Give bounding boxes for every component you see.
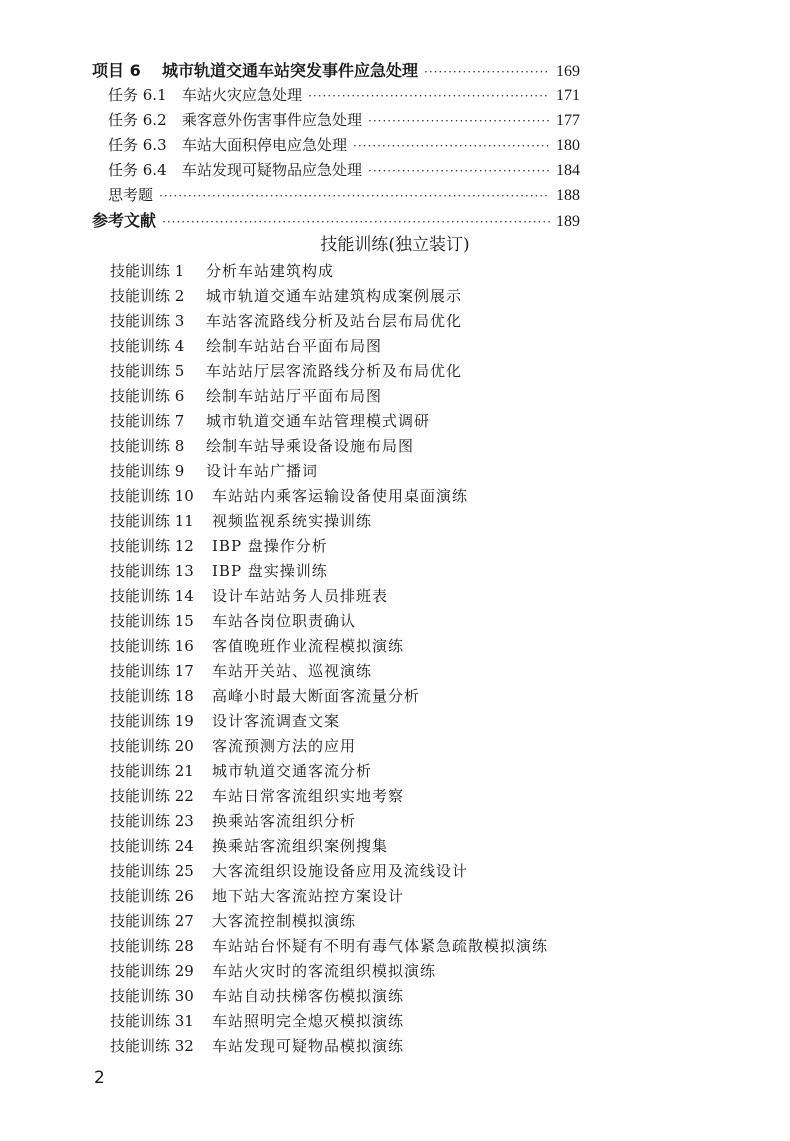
skill-item (110, 509, 548, 534)
toc-entry-number: 项目 6 (92, 61, 141, 80)
toc-entry (92, 108, 580, 133)
skill-item-label: 技能训练 2 (110, 287, 185, 305)
skills-list (110, 259, 548, 1059)
skill-item-title: 绘制车站站台平面布局图 (206, 337, 383, 355)
skill-item (110, 834, 548, 859)
skill-item-label: 技能训练 12 (110, 537, 194, 555)
skill-item-title: 设计车站广播词 (206, 462, 319, 480)
skill-item-label: 技能训练 24 (110, 837, 194, 855)
skill-item (110, 434, 548, 459)
skill-item-label: 技能训练 21 (110, 762, 194, 780)
skill-item-label: 技能训练 30 (110, 987, 194, 1005)
skill-item-title: 绘制车站站厅平面布局图 (206, 387, 383, 405)
skill-item-label: 技能训练 18 (110, 687, 194, 705)
table-of-contents (92, 58, 580, 233)
skill-item-title: 换乘站客流组织案例搜集 (212, 837, 389, 855)
toc-entry-page: 180 (556, 137, 580, 154)
skill-item (110, 484, 548, 509)
dot-leader (368, 159, 550, 184)
skill-item (110, 634, 548, 659)
toc-entry-title: 城市轨道交通车站突发事件应急处理 (162, 61, 419, 80)
skill-item-label: 技能训练 4 (110, 337, 185, 355)
toc-entry-page: 169 (556, 63, 580, 80)
skill-item-label: 技能训练 6 (110, 387, 185, 405)
skill-item (110, 734, 548, 759)
skill-item-title: 换乘站客流组织分析 (212, 812, 357, 830)
skill-item-label: 技能训练 27 (110, 912, 194, 930)
toc-entry-number: 任务 6.3 (108, 136, 167, 154)
skill-item-label: 技能训练 14 (110, 587, 194, 605)
skill-item (110, 259, 548, 284)
skill-item-label: 技能训练 15 (110, 612, 194, 630)
skill-item-title: 城市轨道交通车站建筑构成案例展示 (206, 287, 463, 305)
toc-entry-title: 乘客意外伤害事件应急处理 (182, 111, 363, 129)
toc-entry-title: 参考文献 (92, 211, 157, 230)
skill-item (110, 359, 548, 384)
toc-entry (92, 208, 580, 233)
skill-item-label: 技能训练 16 (110, 637, 194, 655)
toc-entry-page: 189 (556, 213, 580, 230)
skill-item-title: 高峰小时最大断面客流量分析 (212, 687, 421, 705)
skill-item-title: 视频监视系统实操训练 (212, 512, 373, 530)
dot-leader (368, 109, 550, 134)
dot-leader (162, 210, 550, 235)
toc-entry-title: 车站大面积停电应急处理 (182, 136, 348, 154)
skill-item-title: 车站火灾时的客流组织模拟演练 (212, 962, 437, 980)
skill-item (110, 459, 548, 484)
dot-leader (159, 184, 550, 209)
toc-entry-page: 177 (556, 112, 580, 129)
skill-item (110, 959, 548, 984)
skill-item-label: 技能训练 29 (110, 962, 194, 980)
skill-item-title: 大客流控制模拟演练 (212, 912, 357, 930)
skill-item (110, 759, 548, 784)
skill-item-label: 技能训练 8 (110, 437, 185, 455)
skill-item (110, 409, 548, 434)
page-number: 2 (94, 1068, 105, 1088)
skill-item (110, 1034, 548, 1059)
skill-item-label: 技能训练 31 (110, 1012, 194, 1030)
skill-item-title: 车站开关站、巡视演练 (212, 662, 373, 680)
skill-item-title: 城市轨道交通客流分析 (212, 762, 373, 780)
skill-item-title: IBP 盘操作分析 (212, 537, 328, 555)
skill-item-label: 技能训练 25 (110, 862, 194, 880)
skill-item-title: 车站站内乘客运输设备使用桌面演练 (212, 487, 469, 505)
skill-item-title: 设计车站站务人员排班表 (212, 587, 389, 605)
skill-item-title: 车站照明完全熄灭模拟演练 (212, 1012, 405, 1030)
toc-entry (92, 158, 580, 183)
skill-item-title: IBP 盘实操训练 (212, 562, 328, 580)
skill-item-label: 技能训练 23 (110, 812, 194, 830)
toc-entry (92, 58, 580, 83)
skill-item-title: 大客流组织设施设备应用及流线设计 (212, 862, 469, 880)
skill-item (110, 709, 548, 734)
skill-item (110, 284, 548, 309)
skill-item-title: 车站站台怀疑有不明有毒气体紧急疏散模拟演练 (212, 937, 549, 955)
skill-item-label: 技能训练 11 (110, 512, 194, 530)
skill-item-title: 车站各岗位职责确认 (212, 612, 357, 630)
skill-item (110, 384, 548, 409)
skill-item (110, 309, 548, 334)
skill-item-label: 技能训练 26 (110, 887, 194, 905)
skill-item-label: 技能训练 32 (110, 1037, 194, 1055)
skill-item-label: 技能训练 19 (110, 712, 194, 730)
skill-item (110, 934, 548, 959)
skill-item-label: 技能训练 9 (110, 462, 185, 480)
skill-item (110, 809, 548, 834)
skill-item (110, 584, 548, 609)
skill-item-label: 技能训练 7 (110, 412, 185, 430)
skill-item-title: 车站自动扶梯客伤模拟演练 (212, 987, 405, 1005)
skill-item (110, 684, 548, 709)
skill-item-title: 绘制车站导乘设备设施布局图 (206, 437, 415, 455)
skill-item-label: 技能训练 10 (110, 487, 194, 505)
skill-item-title: 车站发现可疑物品模拟演练 (212, 1037, 405, 1055)
skill-item-title: 城市轨道交通车站管理模式调研 (206, 412, 431, 430)
skill-item-label: 技能训练 28 (110, 937, 194, 955)
toc-entry-number: 任务 6.4 (108, 161, 167, 179)
toc-entry (92, 133, 580, 158)
skill-item (110, 534, 548, 559)
skill-item (110, 859, 548, 884)
toc-entry-page: 171 (556, 87, 580, 104)
toc-entry-page: 184 (556, 162, 580, 179)
skill-item (110, 909, 548, 934)
skill-item (110, 334, 548, 359)
skill-item-label: 技能训练 13 (110, 562, 194, 580)
skill-item (110, 659, 548, 684)
toc-entry-title: 车站火灾应急处理 (182, 86, 303, 104)
skill-item-label: 技能训练 3 (110, 312, 185, 330)
skill-item-title: 设计客流调查文案 (212, 712, 341, 730)
skill-item-label: 技能训练 1 (110, 262, 185, 280)
toc-entry-title: 车站发现可疑物品应急处理 (182, 161, 363, 179)
dot-leader (353, 134, 550, 159)
skills-section-title: 技能训练(独立装订) (320, 235, 470, 255)
skill-item-title: 客值晚班作业流程模拟演练 (212, 637, 405, 655)
skill-item (110, 609, 548, 634)
skill-item-title: 分析车站建筑构成 (206, 262, 335, 280)
dot-leader (308, 84, 550, 109)
toc-entry-page: 188 (556, 187, 580, 204)
skill-item-label: 技能训练 22 (110, 787, 194, 805)
skill-item-title: 车站日常客流组织实地考察 (212, 787, 405, 805)
skill-item-label: 技能训练 17 (110, 662, 194, 680)
skill-item (110, 884, 548, 909)
skill-item-title: 车站站厅层客流路线分析及布局优化 (206, 362, 463, 380)
skill-item-title: 地下站大客流站控方案设计 (212, 887, 405, 905)
toc-entry-number: 任务 6.1 (108, 86, 167, 104)
toc-entry-title: 思考题 (108, 186, 154, 204)
skill-item (110, 784, 548, 809)
skill-item-label: 技能训练 20 (110, 737, 194, 755)
toc-entry-number: 任务 6.2 (108, 111, 167, 129)
toc-entry (92, 83, 580, 108)
dot-leader (424, 60, 550, 85)
skill-item (110, 1009, 548, 1034)
skill-item-title: 客流预测方法的应用 (212, 737, 357, 755)
skill-item-label: 技能训练 5 (110, 362, 185, 380)
skill-item (110, 559, 548, 584)
toc-entry (92, 183, 580, 208)
skill-item (110, 984, 548, 1009)
skill-item-title: 车站客流路线分析及站台层布局优化 (206, 312, 463, 330)
